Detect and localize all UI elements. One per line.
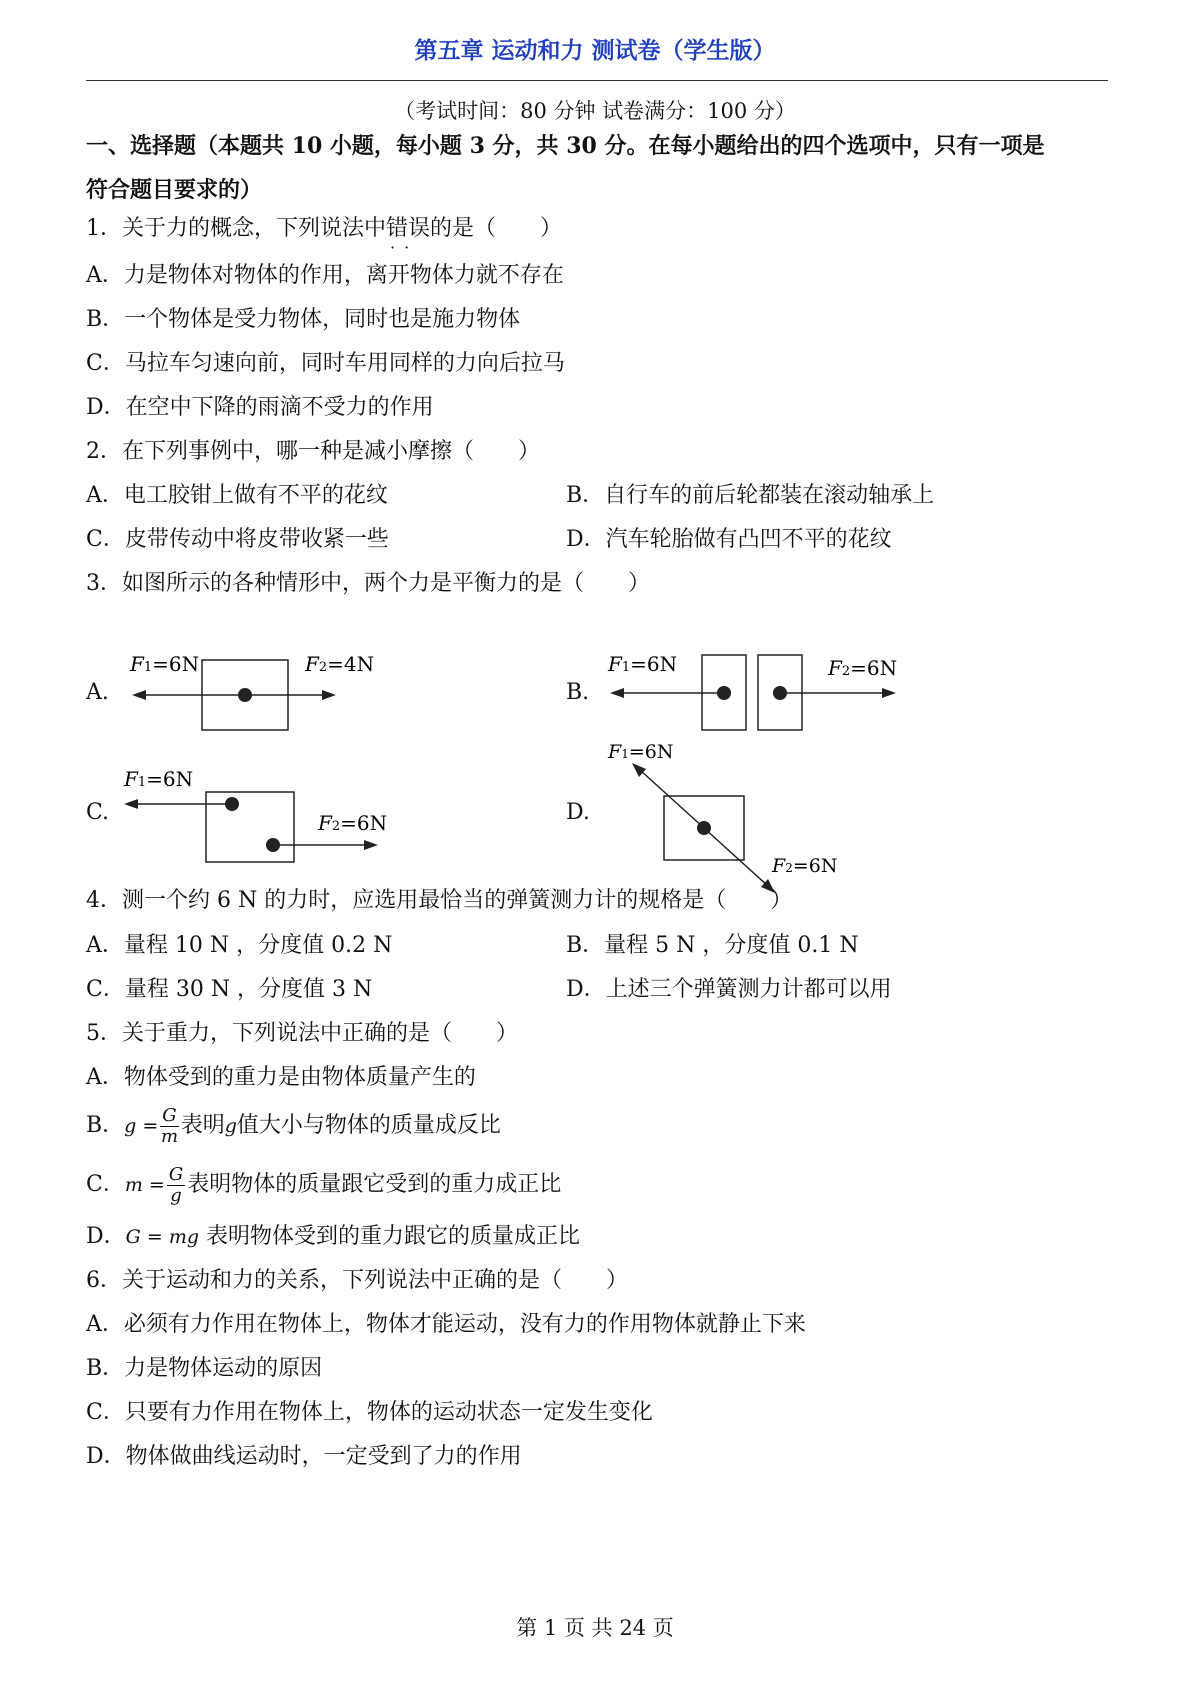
q5-b-numerator: G [162, 1104, 177, 1126]
q5-c-text: 表明物体的质量跟它受到的重力成正比 [187, 1172, 562, 1197]
question-2-stem: 2．在下列事例中，哪一种是减小摩擦（ ） [86, 439, 540, 464]
q5-b-denominator: m [160, 1125, 179, 1147]
q5-d-prefix: D． [86, 1224, 126, 1249]
q1-option-c: C．马拉车匀速向前，同时车用同样的力向后拉马 [86, 351, 565, 376]
q4-option-c: C．量程 30 N ，分度值 3 N [86, 977, 373, 1002]
q5-b-prefix: B． [86, 1113, 125, 1138]
q3-figure-b [608, 648, 908, 738]
q1-stem-after: 的是（ ） [430, 216, 563, 241]
fig-c-point-bottom [266, 838, 280, 852]
fig-a-f1-label: F1=6N [130, 652, 200, 676]
fig-c-f2-arrowhead [364, 840, 378, 850]
question-1-stem [86, 214, 562, 244]
fig-b-f2-arrowhead [882, 688, 896, 698]
q5-c-lhs: m = [124, 1174, 165, 1196]
q3-option-d-label: D. [566, 800, 590, 825]
q3-option-a-label: A. [86, 680, 109, 705]
q2-option-a: A．电工胶钳上做有不平的花纹 [86, 483, 388, 508]
q3-figure-d [608, 738, 868, 893]
q1-option-d: D．在空中下降的雨滴不受力的作用 [86, 395, 434, 420]
q6-option-b: B．力是物体运动的原因 [86, 1356, 323, 1381]
section-heading-cont: 符合题目要求的） [86, 177, 263, 203]
q5-option-b [86, 1102, 501, 1150]
q5-b-text2: 值大小与物体的质量成反比 [236, 1113, 501, 1138]
q5-d-formula: G = mg [125, 1226, 199, 1248]
fig-b-f1-label: F1=6N [608, 652, 678, 676]
question-5-stem: 5．关于重力，下列说法中正确的是（ ） [86, 1021, 518, 1046]
page-footer: 第 1 页 共 24 页 [516, 1616, 674, 1640]
fig-c-point-top [225, 797, 239, 811]
q1-option-a: A．力是物体对物体的作用，离开物体力就不存在 [86, 263, 564, 288]
q2-option-c: C．皮带传动中将皮带收紧一些 [86, 527, 389, 552]
fig-d-f1-arrowhead [632, 763, 646, 777]
q2-option-d: D．汽车轮胎做有凸凹不平的花纹 [566, 527, 892, 552]
q5-d-text: 表明物体受到的重力跟它的质量成正比 [206, 1224, 581, 1249]
question-6-stem: 6．关于运动和力的关系，下列说法中正确的是（ ） [86, 1268, 628, 1293]
q5-b-text1: 表明 [180, 1113, 225, 1138]
q5-b-fraction [160, 1106, 178, 1147]
fig-c-f1-label: F1=6N [124, 767, 194, 791]
q6-option-d: D．物体做曲线运动时，一定受到了力的作用 [86, 1444, 522, 1469]
q2-option-b: B．自行车的前后轮都装在滚动轴承上 [566, 483, 935, 508]
q6-option-a: A．必须有力作用在物体上，物体才能运动，没有力的作用物体就静止下来 [86, 1312, 806, 1337]
exam-info: （考试时间：80 分钟 试卷满分：100 分） [394, 99, 796, 123]
q4-option-b: B．量程 5 N ，分度值 0.1 N [566, 933, 859, 958]
q5-c-denominator: g [170, 1184, 182, 1206]
q5-b-var: g [224, 1115, 237, 1137]
fig-b-f2-label: F2=6N [828, 656, 898, 680]
fig-b-f1-arrowhead [610, 688, 624, 698]
fig-a-f2-arrowhead [322, 690, 336, 700]
q4-option-d: D．上述三个弹簧测力计都可以用 [566, 977, 892, 1002]
fig-a-f1-arrowhead [132, 690, 146, 700]
q3-option-c-label: C. [86, 800, 110, 825]
fig-b-point-left [717, 686, 731, 700]
q3-option-b-label: B. [566, 680, 590, 705]
fig-d-f1-arrow [640, 770, 704, 828]
header-divider [86, 80, 1108, 81]
q5-option-c [86, 1161, 561, 1209]
q5-c-fraction [167, 1165, 185, 1206]
fig-c-block [206, 792, 294, 862]
question-3-stem: 3．如图所示的各种情形中，两个力是平衡力的是（ ） [86, 571, 650, 596]
fig-d-f2-label: F2=6N [772, 855, 838, 877]
fig-b-point-right [773, 686, 787, 700]
question-4-stem: 4．测一个约 6 N 的力时，应选用最恰当的弹簧测力计的规格是（ ） [86, 888, 793, 913]
q5-c-prefix: C． [86, 1172, 125, 1197]
fig-d-point [697, 821, 711, 835]
q1-stem-before: 1．关于力的概念，下列说法中 [86, 216, 386, 241]
page-title: 第五章 运动和力 测试卷（学生版） [414, 37, 776, 64]
q5-option-d [86, 1222, 580, 1252]
q1-option-b: B．一个物体是受力物体，同时也是施力物体 [86, 307, 521, 332]
fig-a-point [238, 688, 252, 702]
q5-option-a: A．物体受到的重力是由物体质量产生的 [86, 1065, 476, 1090]
fig-a-f2-label: F2=4N [305, 652, 375, 676]
q1-stem-emphasis: 错误 · · [386, 216, 430, 241]
q6-option-c: C．只要有力作用在物体上，物体的运动状态一定发生变化 [86, 1400, 653, 1425]
q3-figure-a [130, 648, 375, 738]
fig-d-f2-arrow [704, 828, 768, 886]
fig-c-f1-arrowhead [124, 799, 138, 809]
q5-c-numerator: G [168, 1163, 184, 1185]
q3-figure-c [122, 762, 392, 872]
q4-option-a: A．量程 10 N ，分度值 0.2 N [86, 933, 393, 958]
fig-c-f2-label: F2=6N [318, 811, 388, 835]
fig-d-f1-label: F1=6N [608, 741, 674, 763]
section-heading: 一、选择题（本题共 10 小题，每小题 3 分，共 30 分。在每小题给出的四个选项中，只有一项是 [86, 133, 1045, 159]
q5-b-lhs: g = [124, 1115, 159, 1137]
